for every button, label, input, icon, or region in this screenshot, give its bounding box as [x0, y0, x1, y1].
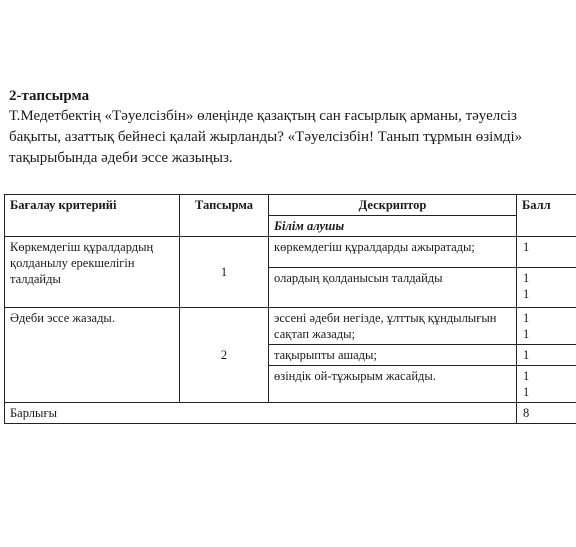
descriptor-cell: өзіндік ой-тұжырым жасайды. [269, 366, 517, 403]
task-number-cell: 2 [180, 308, 269, 403]
header-descriptor-sub: Білім алушы [269, 216, 517, 237]
table-header-row [5, 195, 576, 216]
criteria-cell: Әдеби эссе жазады. [5, 308, 180, 403]
score-value: 1 [523, 385, 530, 399]
descriptor-cell: эссені әдеби негізде, ұлттық құндылығын сақтап жазады; [269, 308, 517, 345]
descriptor-cell: көркемдегіш құралдарды ажыратады; [269, 237, 517, 268]
score-value: 1 [523, 240, 530, 254]
task-line: бақыты, азаттық бейнесі қалай жырланды? «Тәуелсізбін! Танып тұрмын өзімді» [9, 129, 523, 145]
header-descriptor: Дескриптор [269, 195, 517, 216]
task-heading: 2-тапсырма [9, 88, 90, 104]
total-score: 8 [517, 403, 576, 424]
score-value: 1 [523, 369, 530, 383]
task-line: тақырыбында әдеби эссе жазыңыз. [9, 150, 233, 166]
table-row [5, 308, 576, 345]
header-score: Балл [517, 195, 576, 237]
score-value: 1 [523, 311, 530, 325]
table-row [5, 237, 576, 268]
score-value: 1 [523, 271, 530, 285]
criteria-cell: Көркемдегіш құралдардың қолданылу ерекшелігін талдайды [5, 237, 180, 308]
score-cell [517, 345, 576, 366]
score-value: 1 [523, 327, 530, 341]
total-label: Барлығы [5, 403, 517, 424]
score-value: 1 [523, 287, 530, 301]
task-description [9, 106, 576, 169]
task-number-cell: 1 [180, 237, 269, 308]
score-value: 1 [523, 348, 530, 362]
header-criteria: Бағалау критерийі [5, 195, 180, 237]
score-cell [517, 237, 576, 268]
header-task: Тапсырма [180, 195, 269, 237]
score-cell [517, 308, 576, 345]
descriptor-cell: тақырыпты ашады; [269, 345, 517, 366]
task-line: Т.Медетбектің «Тәуелсізбін» өлеңінде қазақтың сан ғасырлық арманы, тәуелсіз [9, 108, 517, 124]
assessment-rubric-table [4, 194, 576, 424]
total-row [5, 403, 576, 424]
score-cell [517, 268, 576, 308]
descriptor-cell: олардың қолданысын талдайды [269, 268, 517, 308]
score-cell [517, 366, 576, 403]
